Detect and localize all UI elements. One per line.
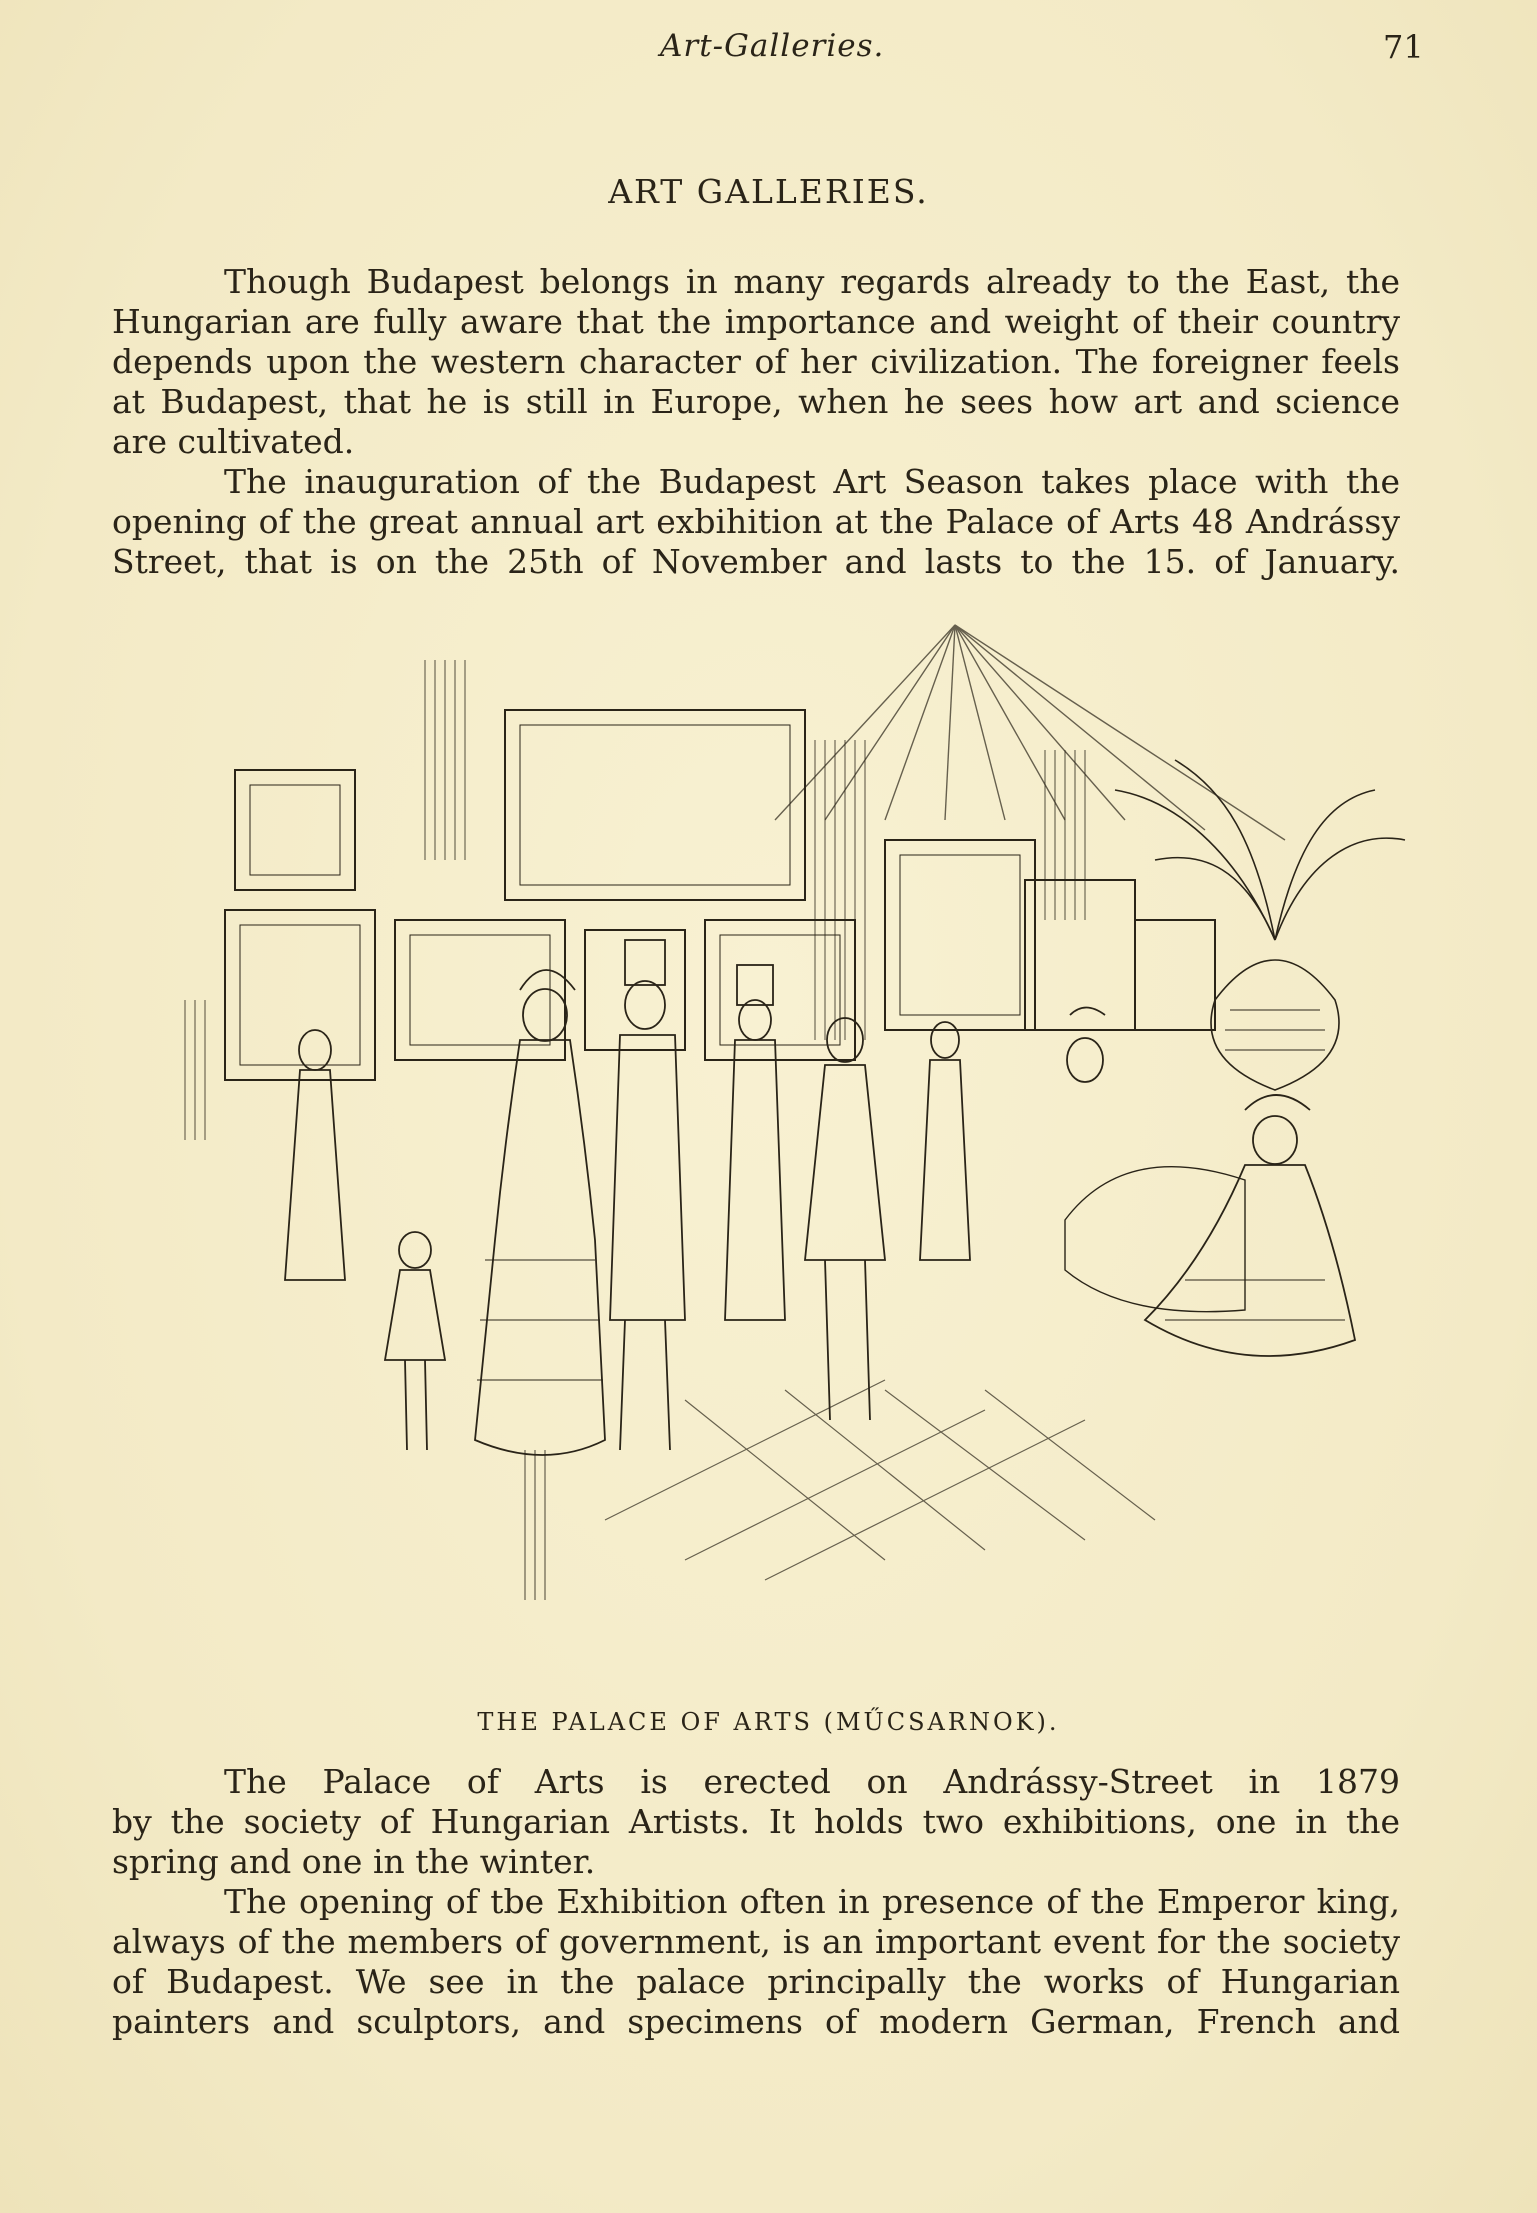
text-line: The opening of tbe Exhibition often in presence of the Emperor king, — [224, 1882, 1400, 1921]
figure-caption: THE PALACE OF ARTS (MŰCSARNOK). — [477, 1708, 1060, 1736]
text-line: Street, that is on the 25th of November and lasts to the 15. of January. — [112, 542, 1400, 581]
floor-pattern — [525, 1380, 1155, 1600]
text-line: spring and one in the winter. — [112, 1842, 596, 1881]
paragraph-intro-1 — [112, 262, 1400, 462]
gallery-illustration — [125, 620, 1415, 1600]
page-number: 71 — [1383, 28, 1424, 66]
section-title: ART GALLERIES. — [608, 172, 929, 211]
palm-plant — [1115, 760, 1405, 1090]
running-head: Art-Galleries. — [660, 28, 885, 64]
text-line: opening of the great annual art exbihition at the Palace of Arts 48 Andrássy — [112, 502, 1400, 541]
text-line: depends upon the western character of her civilization. The foreigner feels — [112, 342, 1400, 381]
paintings — [225, 710, 1215, 1080]
crowd — [285, 940, 1355, 1455]
paragraph-intro-2 — [112, 462, 1400, 582]
paragraph-body-1 — [112, 1762, 1400, 1882]
text-line: by the society of Hungarian Artists. It holds two exhibitions, one in the — [112, 1802, 1400, 1841]
text-line: at Budapest, that he is still in Europe, when he sees how art and science — [112, 382, 1400, 421]
text-line: always of the members of government, is an important event for the society — [112, 1922, 1400, 1961]
paragraph-body-2 — [112, 1882, 1400, 2042]
text-line: are cultivated. — [112, 422, 355, 461]
text-line: The Palace of Arts is erected on Andrássy-Street in 1879 — [224, 1762, 1400, 1801]
text-line: of Budapest. We see in the palace principally the works of Hungarian — [112, 1962, 1400, 2001]
text-line: Though Budapest belongs in many regards already to the East, the — [224, 262, 1400, 301]
text-line: The inauguration of the Budapest Art Season takes place with the — [224, 462, 1400, 501]
text-line: painters and sculptors, and specimens of modern German, French and — [112, 2002, 1400, 2041]
roof-lines — [775, 625, 1285, 840]
text-line: Hungarian are fully aware that the importance and weight of their country — [112, 302, 1400, 341]
